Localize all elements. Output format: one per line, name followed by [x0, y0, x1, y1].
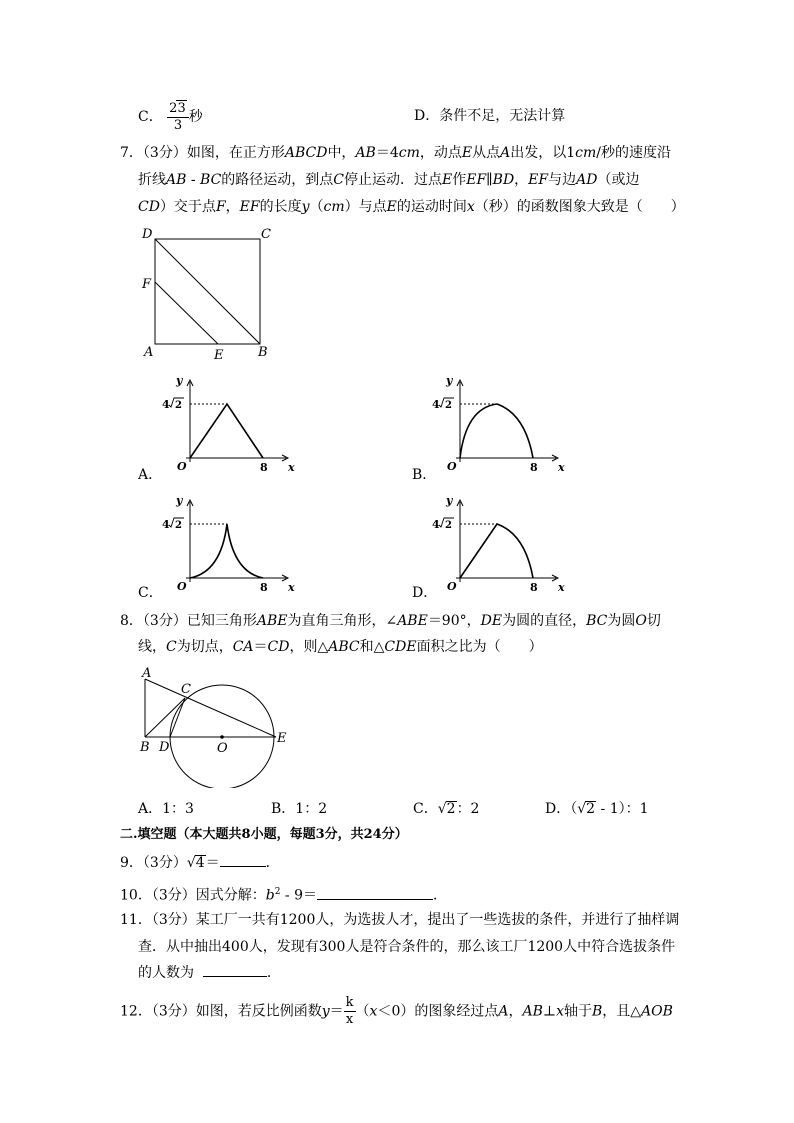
- origin-label: O: [447, 460, 457, 473]
- q11-line1: 11．（3分）某工厂一共有1200人，为选拔人才，提出了一些选拔的条件，并进行了抽样调: [120, 912, 680, 928]
- origin-label: O: [447, 580, 457, 593]
- y-tick-coef: 4: [432, 518, 440, 531]
- x-tick-8: 8: [260, 461, 268, 474]
- q7-option-c[interactable]: C．: [138, 585, 163, 601]
- x-label: x: [288, 581, 295, 594]
- q7-graph-b: [428, 372, 568, 477]
- q9: 9．（3分）√4＝ ．: [120, 855, 280, 871]
- q8-option-d[interactable]: D．（√2 - 1）：1: [545, 801, 649, 817]
- q8-option-a[interactable]: A．1：3: [138, 801, 194, 817]
- y-label: y: [176, 374, 183, 387]
- q7-graph-a: [158, 372, 298, 477]
- q6-option-d: D．条件不足，无法计算: [414, 108, 566, 124]
- q6-option-c-fraction: $\frac{23}{3}$: [167, 100, 189, 134]
- q8-option-b[interactable]: B．1：2: [271, 801, 328, 817]
- origin-label: O: [177, 460, 187, 473]
- function-curve: [460, 524, 533, 578]
- q7-graph-c: [158, 492, 298, 597]
- label-f: F: [142, 277, 152, 292]
- q8-line2: 线，C为切点，CA＝CD，则△ABC和△CDE面积之比为（ ）: [138, 639, 543, 655]
- segment-ef: [155, 282, 218, 344]
- label-e: E: [214, 348, 224, 363]
- label-b: B: [258, 345, 268, 360]
- diagonal-bd: [155, 239, 260, 344]
- y-tick-radicand: 2: [175, 520, 182, 531]
- x-tick-8: 8: [530, 581, 538, 594]
- segment-dc: [170, 698, 185, 737]
- q7-line3: CD）交于点F，EF的长度y（cm）与点E的运动时间x（秒）的函数图象大致是（ ）: [138, 199, 685, 215]
- y-label: y: [446, 494, 453, 507]
- q7-line1: 7．（3分）如图，在正方形ABCD中，AB＝4cm，动点E从点A出发，以1cm/秒的速度沿: [120, 145, 672, 161]
- q7-option-d[interactable]: D．: [412, 585, 438, 601]
- q8-line1: 8．（3分）已知三角形ABE为直角三角形，∠ABE＝90°，DE为圆的直径，BC为圆O切: [120, 613, 661, 629]
- y-tick-radicand: 2: [445, 520, 452, 531]
- function-curve: [460, 404, 533, 458]
- segment-bc: [145, 698, 185, 737]
- y-label: y: [176, 494, 183, 507]
- section-2-heading: 二.填空题（本大题共8小题，每题3分，共24分）: [120, 827, 408, 842]
- y-tick-coef: 4: [162, 398, 170, 411]
- q10: 10．（3分）因式分解：$b^2 - 9=$ ．: [120, 887, 447, 904]
- center-point: [220, 735, 224, 739]
- segment-ae: [145, 679, 276, 737]
- q11-line2: 查．从中抽出400人，发现有300人是符合条件的，那么该工厂1200人中符合选拔条件: [138, 939, 676, 955]
- q7-square-figure: [130, 222, 290, 367]
- label-a: A: [144, 345, 154, 360]
- y-tick-coef: 4: [162, 518, 170, 531]
- q11-line3: 的人数为 ．: [138, 965, 281, 981]
- label-c: C: [181, 682, 191, 697]
- y-label: y: [446, 374, 453, 387]
- origin-label: O: [177, 580, 187, 593]
- x-label: x: [558, 581, 565, 594]
- label-a: A: [142, 666, 152, 681]
- label-e: E: [277, 731, 287, 746]
- q7-option-b[interactable]: B．: [412, 467, 437, 483]
- y-tick-coef: 4: [432, 398, 440, 411]
- x-tick-8: 8: [530, 461, 538, 474]
- label-c: C: [261, 227, 271, 242]
- label-o: O: [217, 741, 228, 756]
- q8-option-c[interactable]: C．√2：2: [413, 801, 480, 817]
- q7-graph-d: [428, 492, 568, 597]
- q6-option-c: C． $\frac{23}{3}$ 秒: [138, 101, 203, 133]
- x-tick-8: 8: [260, 581, 268, 594]
- function-curve: [190, 524, 263, 578]
- q8-circle-figure: [133, 663, 298, 788]
- q10-answer-blank[interactable]: [317, 899, 433, 900]
- y-tick-radicand: 2: [175, 400, 182, 411]
- q11-answer-blank[interactable]: [203, 976, 267, 977]
- q9-answer-blank[interactable]: [220, 866, 266, 867]
- x-label: x: [558, 461, 565, 474]
- y-tick-radicand: 2: [445, 400, 452, 411]
- q12: 12．（3分）如图，若反比例函数y＝ $\frac{k}{x}$ （x＜0）的图象经过点A，AB⊥x轴于B，且△AOB: [120, 995, 673, 1027]
- function-curve: [190, 404, 263, 458]
- label-b: B: [140, 740, 150, 755]
- q7-option-a[interactable]: A．: [138, 467, 163, 483]
- x-label: x: [288, 461, 295, 474]
- label-d: D: [159, 740, 170, 755]
- q7-line2: 折线AB - BC的路径运动，到点C停止运动．过点E作EF∥BD，EF与边AD（或边: [138, 172, 640, 188]
- label-d: D: [142, 227, 153, 242]
